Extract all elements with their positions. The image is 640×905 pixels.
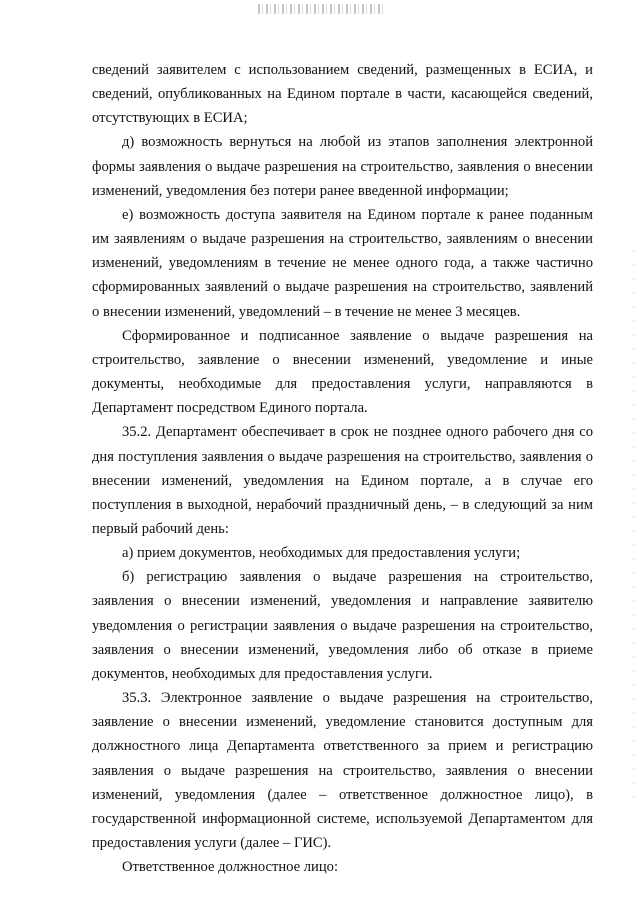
paragraph-35-3: 35.3. Электронное заявление о выдаче разрешения на строительство, заявление о внесении изменений, уведомление становится доступным для должностного лица Департамента ответственного за прием и регистрацию заявления о выдаче разрешения на строительство, заявления о внесении изменений, уведомления (далее – ответственное должностное лицо), в государственной информационной системе, используемой Департаментом для предоставления услуги (далее – ГИС).	[92, 690, 593, 851]
paragraph-submission: Сформированное и подписанное заявление о выдаче разрешения на строительство, заявление о внесении изменений, уведомление и иные документы, необходимые для предоставления услуги, направляются в Департамент посредством Единого портала.	[92, 327, 593, 417]
scan-edge-artifact	[633, 250, 634, 810]
document-body	[92, 58, 593, 879]
paragraph-responsible-official: Ответственное должностное лицо:	[122, 859, 338, 876]
paragraph-35-2: 35.2. Департамент обеспечивает в срок не позднее одного рабочего дня со дня поступления заявления о выдаче разрешения на строительство, заявления о внесении изменений, уведомления на Едином портале, а в случае его поступления в выходной, нерабочий праздничный день, – в следующий за ним первый рабочий день:	[92, 424, 593, 537]
paragraph-item-a: а) прием документов, необходимых для предоставления услуги;	[122, 545, 521, 562]
scan-artifact	[258, 4, 386, 14]
paragraph-item-d: д) возможность вернуться на любой из этапов заполнения электронной формы заявления о выдаче разрешения на строительство, заявления о внесении изменений, уведомления без потери ранее введенной информации;	[92, 134, 593, 199]
paragraph-item-e: е) возможность доступа заявителя на Едином портале к ранее поданным им заявлениям о выдаче разрешения на строительство, заявлениям о внесении изменений, уведомлениям в течение не менее одного года, а также частично сформированных заявлений о выдаче разрешения на строительство, заявлений о внесении изменений, уведомлений – в течение не менее 3 месяцев.	[92, 206, 593, 320]
paragraph-esia-continuation: сведений заявителем с использованием сведений, размещенных в ЕСИА, и сведений, опубликованных на Едином портале в части, касающейся сведений, отсутствующих в ЕСИА;	[92, 62, 593, 127]
paragraph-item-b: б) регистрацию заявления о выдаче разрешения на строительство, заявления о внесении изменений, уведомления и направление заявителю уведомления о регистрации заявления о выдаче разрешения на строительство, заявления о внесении изменений, уведомления либо об отказе в приеме документов, необходимых для предоставления услуги.	[92, 569, 593, 682]
